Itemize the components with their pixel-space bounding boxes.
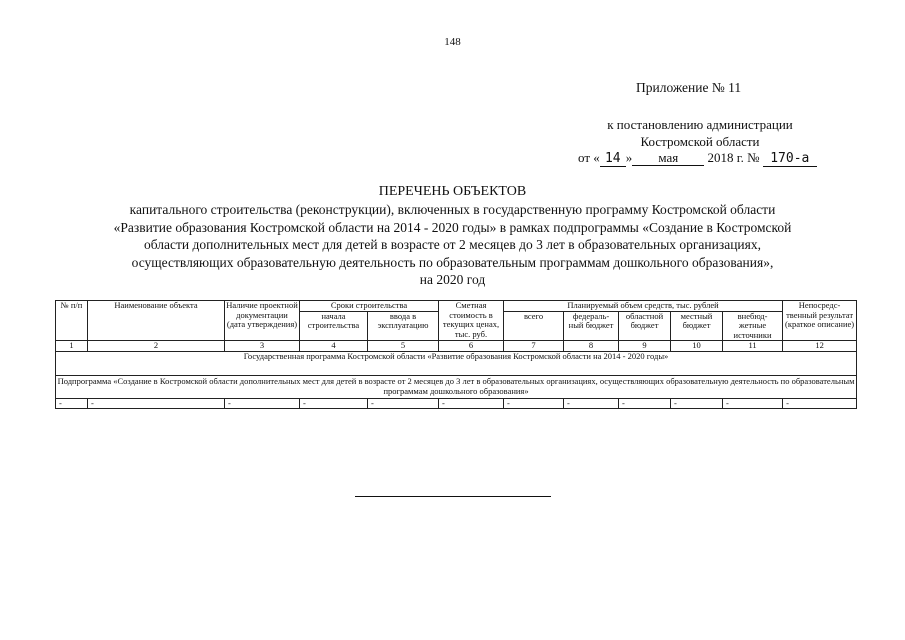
- table-cell: -: [671, 398, 723, 409]
- column-number: 4: [300, 341, 368, 352]
- header-commission: ввода в эксплуатацию: [368, 311, 439, 341]
- subtitle-line: капитального строительства (реконструкции), включенных в государственную программу Костромской области: [129, 202, 776, 217]
- header-start: начала строительства: [300, 311, 368, 341]
- signature-line: [355, 496, 551, 497]
- table-cell: -: [88, 398, 225, 409]
- column-number: 1: [56, 341, 88, 352]
- header-extra-budget: внебюд- жетные источники: [723, 311, 783, 341]
- subtitle-line: на 2020 год: [419, 272, 486, 287]
- objects-table: [55, 300, 857, 409]
- header-no: № п/п: [56, 301, 88, 341]
- subtitle-line: «Развитие образования Костромской области на 2014 - 2020 годы» в рамках подпрограммы «Создание в Костромской: [113, 219, 792, 235]
- column-number: 3: [225, 341, 300, 352]
- subtitle-line: области дополнительных мест для детей в возрасте от 2 месяцев до 3 лет в образовательных организациях,: [144, 237, 761, 252]
- date-prefix: от «: [578, 150, 600, 165]
- column-number: 6: [439, 341, 504, 352]
- table-cell: -: [300, 398, 368, 409]
- decree-line-1: к постановлению администрации: [607, 117, 793, 132]
- decree-month: мая: [632, 151, 704, 166]
- decree-reference: [520, 116, 880, 150]
- column-number: 8: [564, 341, 619, 352]
- column-number: 5: [368, 341, 439, 352]
- decree-day: 14: [600, 152, 626, 167]
- document-subtitle: [55, 201, 850, 289]
- decree-line-2: Костромской области: [640, 134, 760, 149]
- decree-number: 170-а: [763, 152, 817, 167]
- table-cell: -: [564, 398, 619, 409]
- table-cell: -: [504, 398, 564, 409]
- appendix-label: Приложение № 11: [636, 80, 742, 95]
- decree-year: 2018 г. №: [707, 150, 760, 165]
- table-row: [56, 398, 857, 409]
- document-title: ПЕРЕЧЕНЬ ОБЪЕКТОВ: [378, 184, 527, 199]
- header-object-name: Наименование объекта: [88, 301, 225, 341]
- header-total: всего: [504, 311, 564, 341]
- subprogram-row: Подпрограмма «Создание в Костромской области дополнительных мест для детей в возрасте от 2 месяцев до 3 лет в образовательных организациях, осуществляющих образовательную деятельность по образовательным программам дошкольного образования»: [56, 375, 857, 398]
- column-number: 9: [619, 341, 671, 352]
- header-project-docs: Наличие проектной документации (дата утверждения): [225, 301, 300, 341]
- column-number: 10: [671, 341, 723, 352]
- column-numbers-row: [56, 341, 857, 352]
- page-number: 148: [444, 36, 461, 48]
- column-number: 2: [88, 341, 225, 352]
- column-number: 11: [723, 341, 783, 352]
- column-number: 12: [783, 341, 857, 352]
- table-cell: -: [56, 398, 88, 409]
- header-planned-funds: Планируемый объем средств, тыс. рублей: [504, 301, 783, 312]
- header-estimated-cost: Сметная стоимость в текущих ценах, тыс. руб.: [439, 301, 504, 341]
- table-cell: -: [723, 398, 783, 409]
- header-federal: федераль- ный бюджет: [564, 311, 619, 341]
- table-cell: -: [225, 398, 300, 409]
- header-direct-result: Непосредс- твенный результат (краткое описание): [783, 301, 857, 341]
- table-cell: -: [619, 398, 671, 409]
- header-construction-terms: Сроки строительства: [300, 301, 439, 312]
- table-cell: -: [439, 398, 504, 409]
- program-row: Государственная программа Костромской области «Развитие образования Костромской области на 2014 - 2020 годы»: [56, 351, 857, 375]
- table-cell: -: [368, 398, 439, 409]
- date-mid: »: [625, 150, 633, 165]
- header-regional: областной бюджет: [619, 311, 671, 341]
- header-local: местный бюджет: [671, 311, 723, 341]
- decree-date-line: [578, 150, 817, 167]
- column-number: 7: [504, 341, 564, 352]
- subtitle-line: осуществляющих образовательную деятельность по образовательным программам дошкольного образования»,: [131, 254, 774, 270]
- table-cell: -: [783, 398, 857, 409]
